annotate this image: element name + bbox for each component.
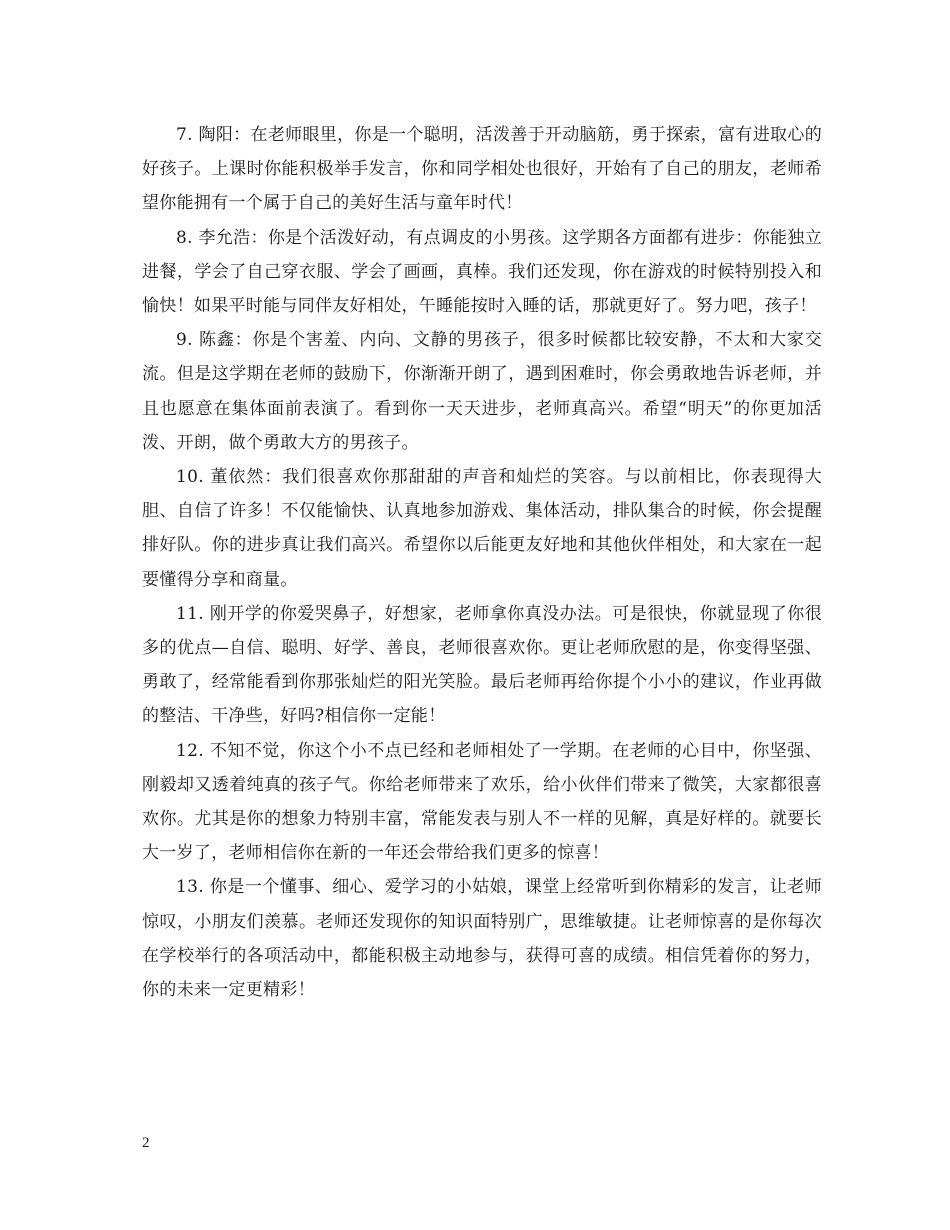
document-body <box>142 118 822 1007</box>
paragraph-12: 12. 不知不觉，你这个小不点已经和老师相处了一学期。在老师的心目中，你坚强、刚毅却又透着纯真的孩子气。你给老师带来了欢乐，给小伙伴们带来了微笑，大家都很喜欢你。尤其是你的想象力特别丰富，常能发表与别人不一样的见解，真是好样的。就要长大一岁了，老师相信你在新的一年还会带给我们更多的惊喜！ <box>142 740 822 864</box>
paragraph-11: 11. 刚开学的你爱哭鼻子，好想家，老师拿你真没办法。可是很快，你就显现了你很多的优点—自信、聪明、好学、善良，老师很喜欢你。更让老师欣慰的是，你变得坚强、勇敢了，经常能看到你那张灿烂的阳光笑脸。最后老师再给你提个小小的建议，作业再做的整洁、干净些，好吗?相信你一定能！ <box>142 603 822 727</box>
paragraph-7: 7. 陶阳：在老师眼里，你是一个聪明，活泼善于开动脑筋，勇于探索，富有进取心的好孩子。上课时你能积极举手发言，你和同学相处也很好，开始有了自己的朋友，老师希望你能拥有一个属于自己的美好生活与童年时代！ <box>142 125 822 214</box>
paragraph-10: 10. 董依然：我们很喜欢你那甜甜的声音和灿烂的笑容。与以前相比，你表现得大胆、自信了许多！不仅能愉快、认真地参加游戏、集体活动，排队集合的时候，你会提醒排好队。你的进步真让我们高兴。希望你以后能更友好地和其他伙伴相处，和大家在一起要懂得分享和商量。 <box>142 467 822 590</box>
paragraph-13: 13. 你是一个懂事、细心、爱学习的小姑娘，课堂上经常听到你精彩的发言，让老师惊叹，小朋友们羡慕。老师还发现你的知识面特别广，思维敏捷。让老师惊喜的是你每次在学校举行的各项活动中，都能积极主动地参与，获得可喜的成绩。相信凭着你的努力，你的未来一定更精彩！ <box>142 877 822 1001</box>
paragraph-9: 9. 陈鑫：你是个害羞、内向、文静的男孩子，很多时候都比较安静，不太和大家交流。但是这学期在老师的鼓励下，你渐渐开朗了，遇到困难时，你会勇敢地告诉老师，并且也愿意在集体面前表演了。看到你一天天进步，老师真高兴。希望“明天”的你更加活泼、开朗，做个勇敢大方的男孩子。 <box>142 330 822 453</box>
paragraph-8: 8. 李允浩：你是个活泼好动，有点调皮的小男孩。这学期各方面都有进步：你能独立进餐，学会了自己穿衣服、学会了画画，真棒。我们还发现，你在游戏的时候特别投入和愉快！如果平时能与同伴友好相处，午睡能按时入睡的话，那就更好了。努力吧，孩子！ <box>142 227 822 317</box>
page-number: 2 <box>142 1135 150 1151</box>
